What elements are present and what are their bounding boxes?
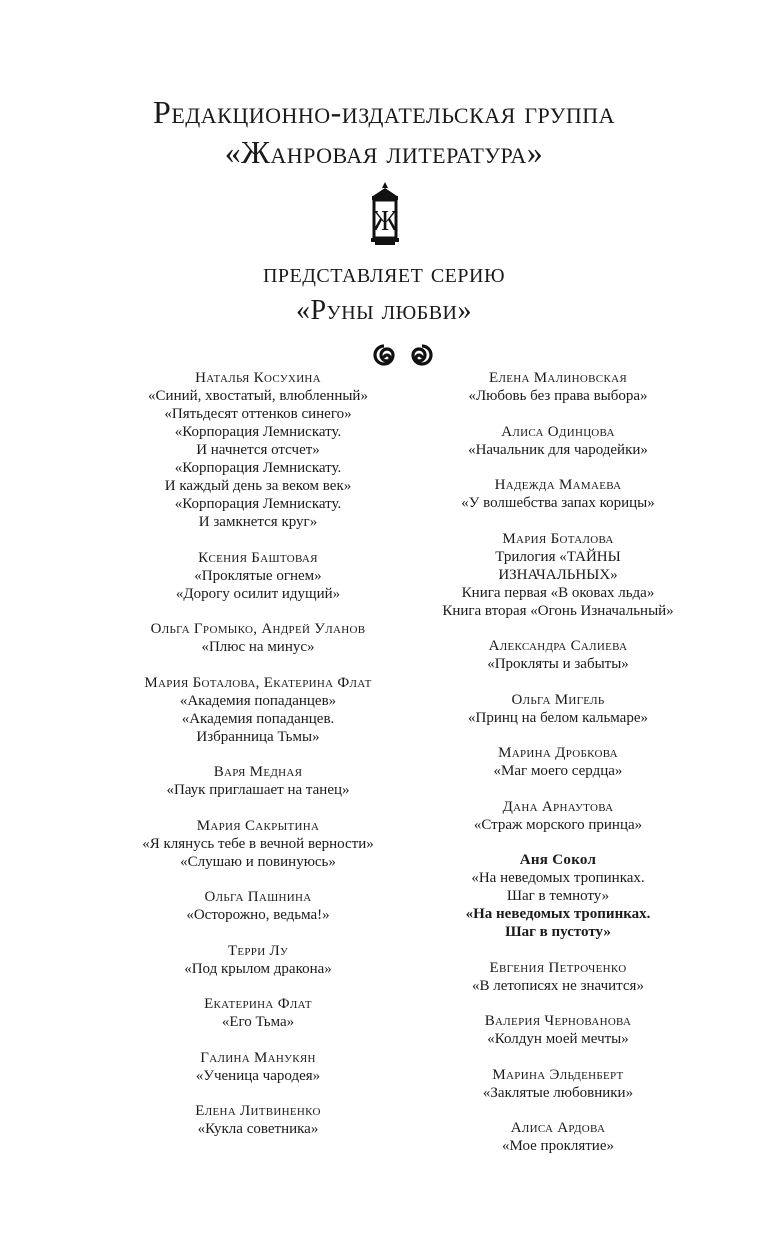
book-entry xyxy=(408,369,708,405)
book-entry xyxy=(108,942,408,978)
author-name: Мария Боталова xyxy=(502,530,614,547)
book-title-line: «Колдун моей мечты» xyxy=(487,1031,629,1047)
book-entry xyxy=(108,549,408,603)
book-title-line: Книга вторая «Огонь Изначальный» xyxy=(442,602,674,619)
book-entry xyxy=(408,530,708,620)
book-title-line: «Ученица чародея» xyxy=(195,1067,321,1084)
book-title-line: Избранница Тьмы» xyxy=(196,728,320,745)
book-entry xyxy=(408,798,708,834)
author-name: Галина Манукян xyxy=(200,1049,316,1066)
book-title-line: «Заклятые любовники» xyxy=(482,1084,634,1101)
author-name: Ксения Баштовая xyxy=(198,549,318,566)
book-title-line: «Мое проклятие» xyxy=(502,1138,614,1154)
author-name: Надежда Мамаева xyxy=(494,477,622,493)
presents-text: представляет серию xyxy=(262,258,506,289)
author-name: Елена Литвиненко xyxy=(195,1103,321,1119)
author-name: Евгения Петроченко xyxy=(489,959,627,976)
book-title-line: «У волшебства запах корицы» xyxy=(461,495,655,511)
book-title-line: «Начальник для чародейки» xyxy=(468,441,648,458)
book-entry xyxy=(408,851,708,941)
book-title-line: «Я клянусь тебе в вечной верности» xyxy=(142,835,374,852)
series-title: «Руны любви» xyxy=(295,295,472,326)
book-title-line: «Плюс на минус» xyxy=(201,639,315,655)
book-title-line: «Осторожно, ведьма!» xyxy=(186,907,330,923)
author-name: Мария Боталова, Екатерина Флат xyxy=(144,674,372,691)
publisher-name: Редакционно-издательская группа xyxy=(153,94,615,130)
book-title-line: «В летописях не значится» xyxy=(472,977,644,994)
svg-text:Ж: Ж xyxy=(372,206,398,237)
book-title-line: «Прокляты и забыты» xyxy=(487,656,629,672)
author-name: Варя Медная xyxy=(213,764,303,780)
book-entry xyxy=(408,476,708,512)
book-title-line: «Его Тьма» xyxy=(221,1014,295,1030)
author-name: Наталья Косухина xyxy=(195,370,321,386)
catalog-column-right xyxy=(408,369,708,1173)
book-entry xyxy=(108,995,408,1031)
book-title-line: «Маг моего сердца» xyxy=(493,763,623,779)
book-title-line: «На неведомых тропинках. xyxy=(465,906,651,922)
book-title-line: «Кукла советника» xyxy=(197,1121,319,1137)
book-entry xyxy=(108,620,408,656)
book-title-line: Книга первая «В оковах льда» xyxy=(461,584,655,601)
book-entry xyxy=(408,691,708,727)
author-name: Екатерина Флат xyxy=(204,996,312,1012)
author-name: Ольга Громыко, Андрей Уланов xyxy=(150,621,366,637)
author-name: Ольга Пашнина xyxy=(204,889,312,905)
book-entry xyxy=(408,1066,708,1102)
book-entry xyxy=(108,369,408,531)
book-title-line: «Синий, хвостатый, влюбленный» xyxy=(148,388,368,404)
book-entry xyxy=(108,817,408,871)
book-title-line: «Корпорация Лемнискату. xyxy=(174,496,342,512)
book-title-line: И каждый день за веком век» xyxy=(164,478,352,494)
book-title-line: «Корпорация Лемнискату. xyxy=(174,424,342,440)
lantern-logo-icon xyxy=(370,182,400,251)
book-title-line: Трилогия «ТАЙНЫ xyxy=(495,548,621,565)
author-name: Ольга Мигель xyxy=(511,691,605,708)
book-title-line: «Страж морского принца» xyxy=(473,816,643,833)
author-name: Аня Сокол xyxy=(519,852,597,868)
author-name: Марина Эльденберт xyxy=(492,1066,624,1083)
book-entry xyxy=(408,423,708,459)
author-name: Дана Арнаутова xyxy=(502,798,614,815)
book-title-line: Шаг в пустоту» xyxy=(505,924,611,940)
book-title-line: ИЗНАЧАЛЬНЫХ» xyxy=(498,566,618,583)
book-title-line: «Под крылом дракона» xyxy=(184,960,332,977)
author-name: Терри Лу xyxy=(227,942,289,959)
author-name: Мария Сакрытина xyxy=(196,817,320,834)
book-entry xyxy=(408,637,708,673)
author-name: Александра Салиева xyxy=(488,638,628,654)
book-title-line: «Пятьдесят оттенков синего» xyxy=(164,406,352,422)
book-title-line: И начнется отсчет» xyxy=(196,442,320,458)
book-entry xyxy=(108,888,408,924)
book-entry xyxy=(408,1012,708,1048)
book-entry xyxy=(108,1102,408,1138)
publisher-group: «Жанровая литература» xyxy=(224,134,544,170)
book-title-line: «Дорогу осилит идущий» xyxy=(175,585,341,602)
book-entry xyxy=(108,674,408,746)
author-name: Марина Дробкова xyxy=(498,745,618,761)
book-entry xyxy=(408,744,708,780)
book-title-line: «Академия попаданцев» xyxy=(179,692,337,709)
book-title-line: «Паук приглашает на танец» xyxy=(166,782,350,798)
author-name: Валерия Чернованова xyxy=(484,1013,632,1029)
book-title-line: «Проклятые огнем» xyxy=(194,567,322,584)
book-title-line: Шаг в темноту» xyxy=(506,888,610,904)
book-title-line: «Академия попаданцев. xyxy=(181,710,335,727)
book-entry xyxy=(108,1049,408,1085)
book-title-line: «Слушаю и повинуюсь» xyxy=(180,853,336,870)
series-heading xyxy=(0,255,768,329)
publisher-heading xyxy=(0,92,768,172)
book-entry xyxy=(408,1119,708,1155)
author-name: Елена Малиновская xyxy=(489,370,627,386)
book-entry xyxy=(408,959,708,995)
book-title-line: «Корпорация Лемнискату. xyxy=(174,460,342,476)
author-name: Алиса Одинцова xyxy=(501,423,615,440)
book-entry xyxy=(108,763,408,799)
book-title-line: «На неведомых тропинках. xyxy=(471,870,645,886)
catalog-column-left xyxy=(108,369,408,1156)
book-title-line: «Принц на белом кальмаре» xyxy=(467,709,648,726)
book-title-line: И замкнется круг» xyxy=(198,514,318,530)
author-name: Алиса Ардова xyxy=(510,1120,606,1136)
book-title-line: «Любовь без права выбора» xyxy=(468,388,648,404)
